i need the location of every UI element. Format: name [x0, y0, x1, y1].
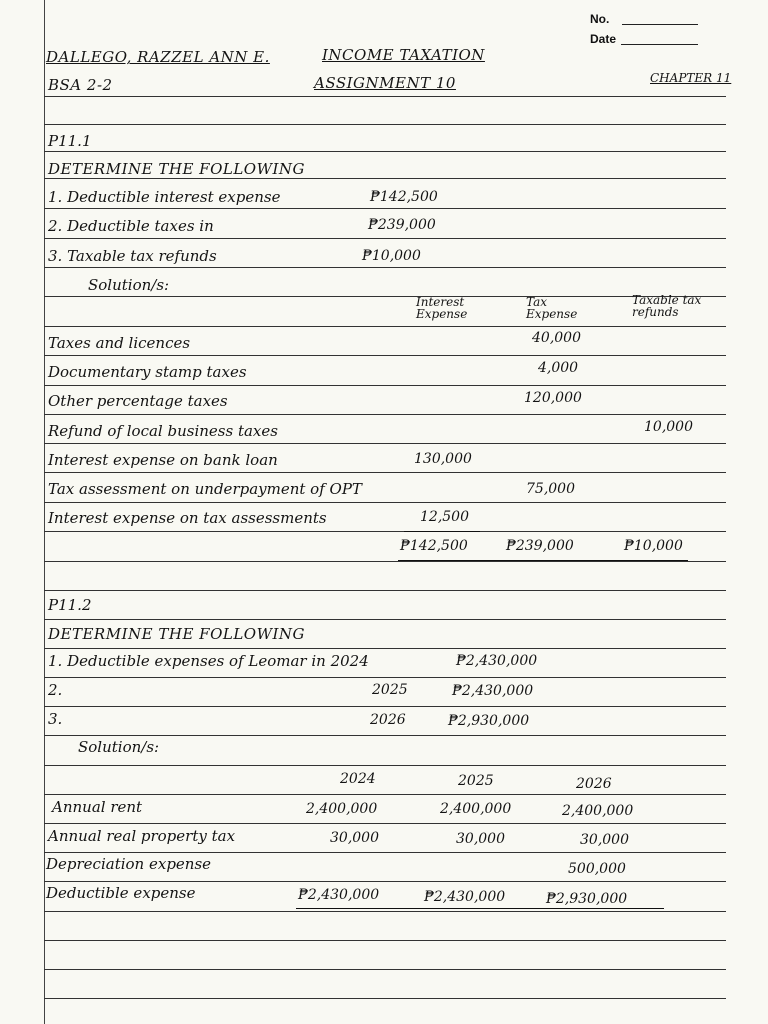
ruled-line — [44, 385, 726, 386]
question-label: 1. Deductible expenses of Leomar in 2024 — [48, 652, 369, 670]
solution-label: Solution/s: — [78, 738, 160, 756]
ruled-line — [44, 208, 726, 209]
ruled-line — [44, 619, 726, 620]
ruled-line — [44, 823, 726, 824]
column-header: Taxable tax refunds — [632, 293, 702, 319]
assignment-title: ASSIGNMENT 10 — [314, 74, 456, 92]
margin-line — [44, 0, 45, 1024]
date-label: Date — [590, 32, 617, 46]
subject-title: INCOME TAXATION — [322, 46, 485, 64]
total-underline — [398, 560, 688, 561]
question-label: 3. — [48, 710, 63, 728]
ruled-line — [44, 735, 726, 736]
problem-instruction: DETERMINE THE FOLLOWING — [48, 160, 306, 178]
ruled-line — [44, 414, 726, 415]
ruled-line — [44, 765, 726, 766]
year-value: 2,400,000 — [440, 801, 512, 817]
ruled-line — [44, 238, 726, 239]
year-value: 30,000 — [580, 832, 629, 848]
ruled-line — [44, 590, 726, 591]
year-value: 2,400,000 — [306, 801, 378, 817]
year-total: ₱2,930,000 — [546, 891, 628, 907]
question-answer: ₱2,930,000 — [448, 713, 530, 729]
row-label: Refund of local business taxes — [48, 422, 278, 440]
interest-value: 12,500 — [420, 509, 469, 525]
column-header: Tax Expense — [526, 295, 578, 321]
ruled-line — [44, 502, 726, 503]
row-label: Taxes and licences — [48, 334, 191, 352]
ruled-line — [44, 911, 726, 912]
ruled-line — [44, 706, 726, 707]
year-total: ₱2,430,000 — [424, 889, 506, 905]
ruled-line — [44, 940, 726, 941]
ruled-line — [44, 472, 726, 473]
year-header: 2024 — [340, 771, 376, 787]
subtotal-line — [404, 531, 480, 532]
ruled-line — [44, 531, 726, 532]
ruled-line — [44, 267, 726, 268]
chapter-label: CHAPTER 11 — [650, 71, 732, 85]
total-interest: ₱142,500 — [400, 538, 468, 554]
ruled-line — [44, 124, 726, 125]
tax-value: 120,000 — [524, 390, 582, 406]
column-header: Interest Expense — [416, 295, 468, 321]
ruled-line — [44, 151, 726, 152]
ruled-line — [44, 561, 726, 562]
ruled-line — [44, 794, 726, 795]
ruled-line — [44, 355, 726, 356]
ruled-line — [44, 677, 726, 678]
ruled-line — [44, 852, 726, 853]
question-answer: ₱10,000 — [362, 248, 421, 264]
problem-id: P11.2 — [48, 596, 92, 614]
ruled-line — [44, 326, 726, 327]
ruled-line — [44, 969, 726, 970]
date-blank-line — [621, 44, 698, 45]
tax-value: 40,000 — [532, 330, 581, 346]
row-label: Annual real property tax — [48, 827, 236, 845]
row-label: Depreciation expense — [46, 855, 212, 873]
year-value: 2,400,000 — [562, 803, 634, 819]
question-label: 2. — [48, 681, 63, 699]
ruled-line — [44, 178, 726, 179]
question-label: 1. Deductible interest expense — [48, 188, 281, 206]
problem-id: P11.1 — [48, 132, 92, 150]
no-label: No. — [590, 12, 610, 26]
question-answer: ₱142,500 — [370, 189, 438, 205]
question-label: 2. Deductible taxes in — [48, 217, 214, 235]
question-label: 3. Taxable tax refunds — [48, 247, 217, 265]
ruled-line — [44, 648, 726, 649]
row-label: Tax assessment on underpayment of OPT — [48, 480, 362, 498]
student-name: DALLEGO, RAZZEL ANN E. — [46, 48, 270, 66]
row-label: Interest expense on bank loan — [48, 451, 278, 469]
total-tax: ₱239,000 — [506, 538, 574, 554]
year-value: 500,000 — [568, 861, 626, 877]
refund-value: 10,000 — [644, 419, 693, 435]
total-underline — [296, 908, 664, 909]
question-answer: ₱239,000 — [368, 217, 436, 233]
ruled-line — [44, 296, 726, 297]
row-label: Interest expense on tax assessments — [48, 509, 327, 527]
year-total: ₱2,430,000 — [298, 887, 380, 903]
row-label: Deductible expense — [46, 884, 196, 902]
question-answer: ₱2,430,000 — [456, 653, 538, 669]
tax-value: 75,000 — [526, 481, 575, 497]
question-year: 2025 — [372, 682, 408, 698]
row-label: Annual rent — [52, 798, 143, 816]
year-header: 2026 — [576, 776, 612, 792]
year-value: 30,000 — [330, 830, 379, 846]
ruled-line — [44, 96, 726, 97]
question-year: 2026 — [370, 712, 406, 728]
row-label: Documentary stamp taxes — [48, 363, 247, 381]
solution-label: Solution/s: — [88, 276, 170, 294]
year-value: 30,000 — [456, 831, 505, 847]
section: BSA 2-2 — [48, 76, 113, 94]
total-refund: ₱10,000 — [624, 538, 683, 554]
ruled-line — [44, 443, 726, 444]
question-answer: ₱2,430,000 — [452, 683, 534, 699]
problem-instruction: DETERMINE THE FOLLOWING — [48, 625, 306, 643]
ruled-line — [44, 998, 726, 999]
interest-value: 130,000 — [414, 451, 472, 467]
tax-value: 4,000 — [538, 360, 579, 376]
ruled-line — [44, 881, 726, 882]
row-label: Other percentage taxes — [48, 392, 228, 410]
year-header: 2025 — [458, 773, 494, 789]
no-blank-line — [622, 24, 698, 25]
